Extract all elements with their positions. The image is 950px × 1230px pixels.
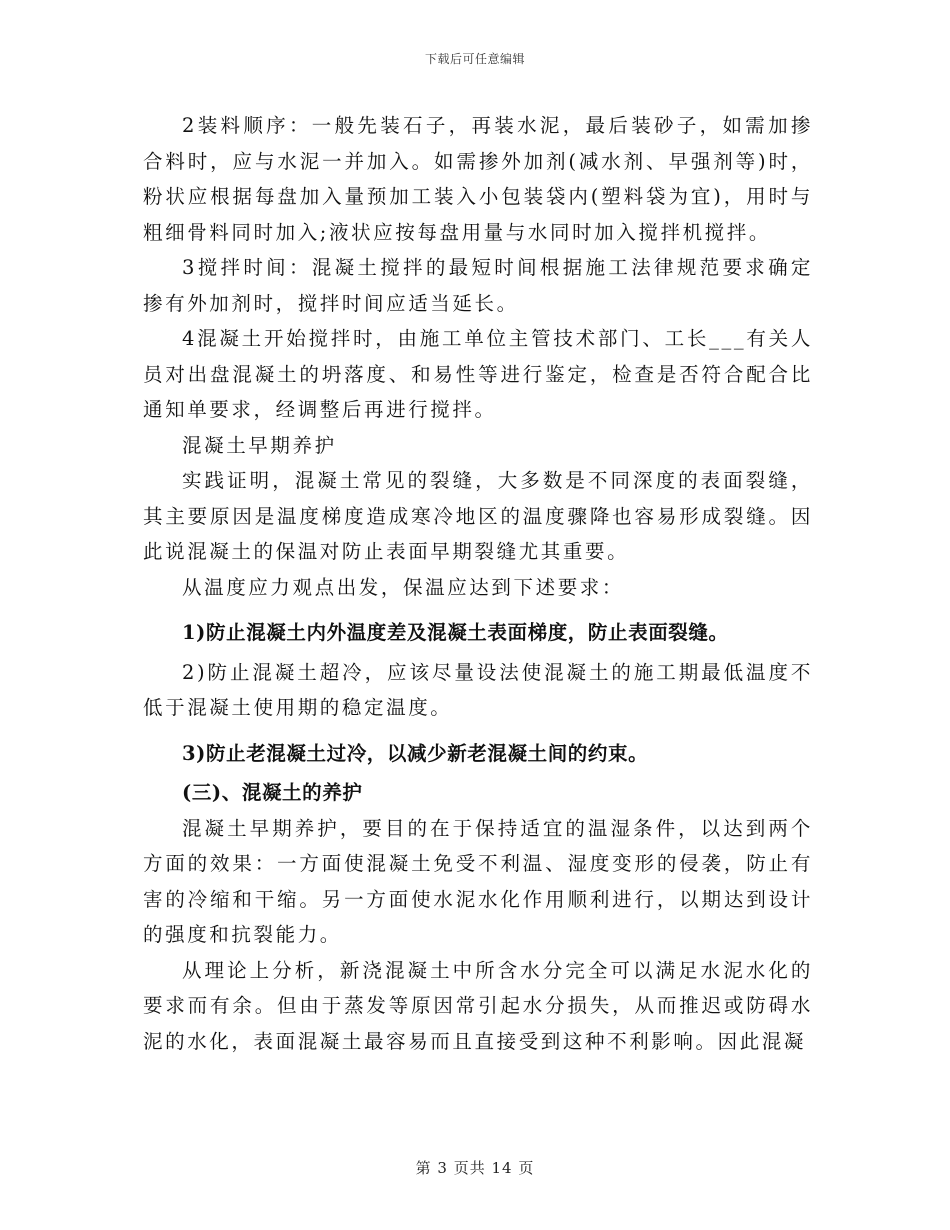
document-body [143,108,813,1059]
paragraph-mixing-time: 3搅拌时间：混凝土搅拌的最短时间根据施工法律规范要求确定掺有外加剂时，搅拌时间应适当延长。 [143,256,813,315]
paragraph-curing-purpose: 混凝土早期养护，要目的在于保持适宜的温湿条件，以达到两个方面的效果：一方面使混凝土免受不利温、湿度变形的侵袭，防止有害的冷缩和干缩。另一方面使水泥水化作用顺利进行，以期达到设计的强度和抗裂能力。 [143,816,813,946]
requirement-2: 2)防止混凝土超冷，应该尽量设法使混凝土的施工期最低温度不低于混凝土使用期的稳定温度。 [143,660,813,719]
paragraph-mixing-start: 4混凝土开始搅拌时，由施工单位主管技术部门、工长___有关人员对出盘混凝土的坍落度、和易性等进行鉴定，检查是否符合配合比通知单要求，经调整后再进行搅拌。 [143,327,813,421]
section-heading-curing: (三)、混凝土的养护 [182,781,363,804]
requirement-1: 1)防止混凝土内外温度差及混凝土表面梯度，防止表面裂缝。 [182,621,729,644]
page-header: 下载后可任意编辑 [424,52,525,66]
paragraph-temperature-stress: 从温度应力观点出发，保温应达到下述要求： [182,575,625,599]
paragraph-practice-proves: 实践证明，混凝土常见的裂缝，大多数是不同深度的表面裂缝，其主要原因是温度梯度造成寒冷地区的温度骤降也容易形成裂缝。因此说混凝土的保温对防止表面早期裂缝尤其重要。 [143,469,813,563]
paragraph-mixing-order: 2装料顺序：一般先装石子，再装水泥，最后装砂子，如需加掺合料时，应与水泥一并加入。如需掺外加剂(减水剂、早强剂等)时，粉状应根据每盘加入量预加工装入小包装袋内(塑料袋为宜)，用时与粗细骨料同时加入;液状应按每盘用量与水同时加入搅拌机搅拌。 [143,114,813,244]
section-heading-early-curing: 混凝土早期养护 [182,433,337,457]
page-footer: 第 3 页共 14 页 [415,1159,535,1177]
requirement-3: 3)防止老混凝土过冷，以减少新老混凝土间的约束。 [182,741,649,765]
paragraph-theory-analysis: 从理论上分析，新浇混凝土中所含水分完全可以满足水泥水化的要求而有余。但由于蒸发等原因常引起水分损失，从而推迟或防碍水泥的水化，表面混凝土最容易而且直接受到这种不利影响。因此混凝 [143,958,813,1053]
